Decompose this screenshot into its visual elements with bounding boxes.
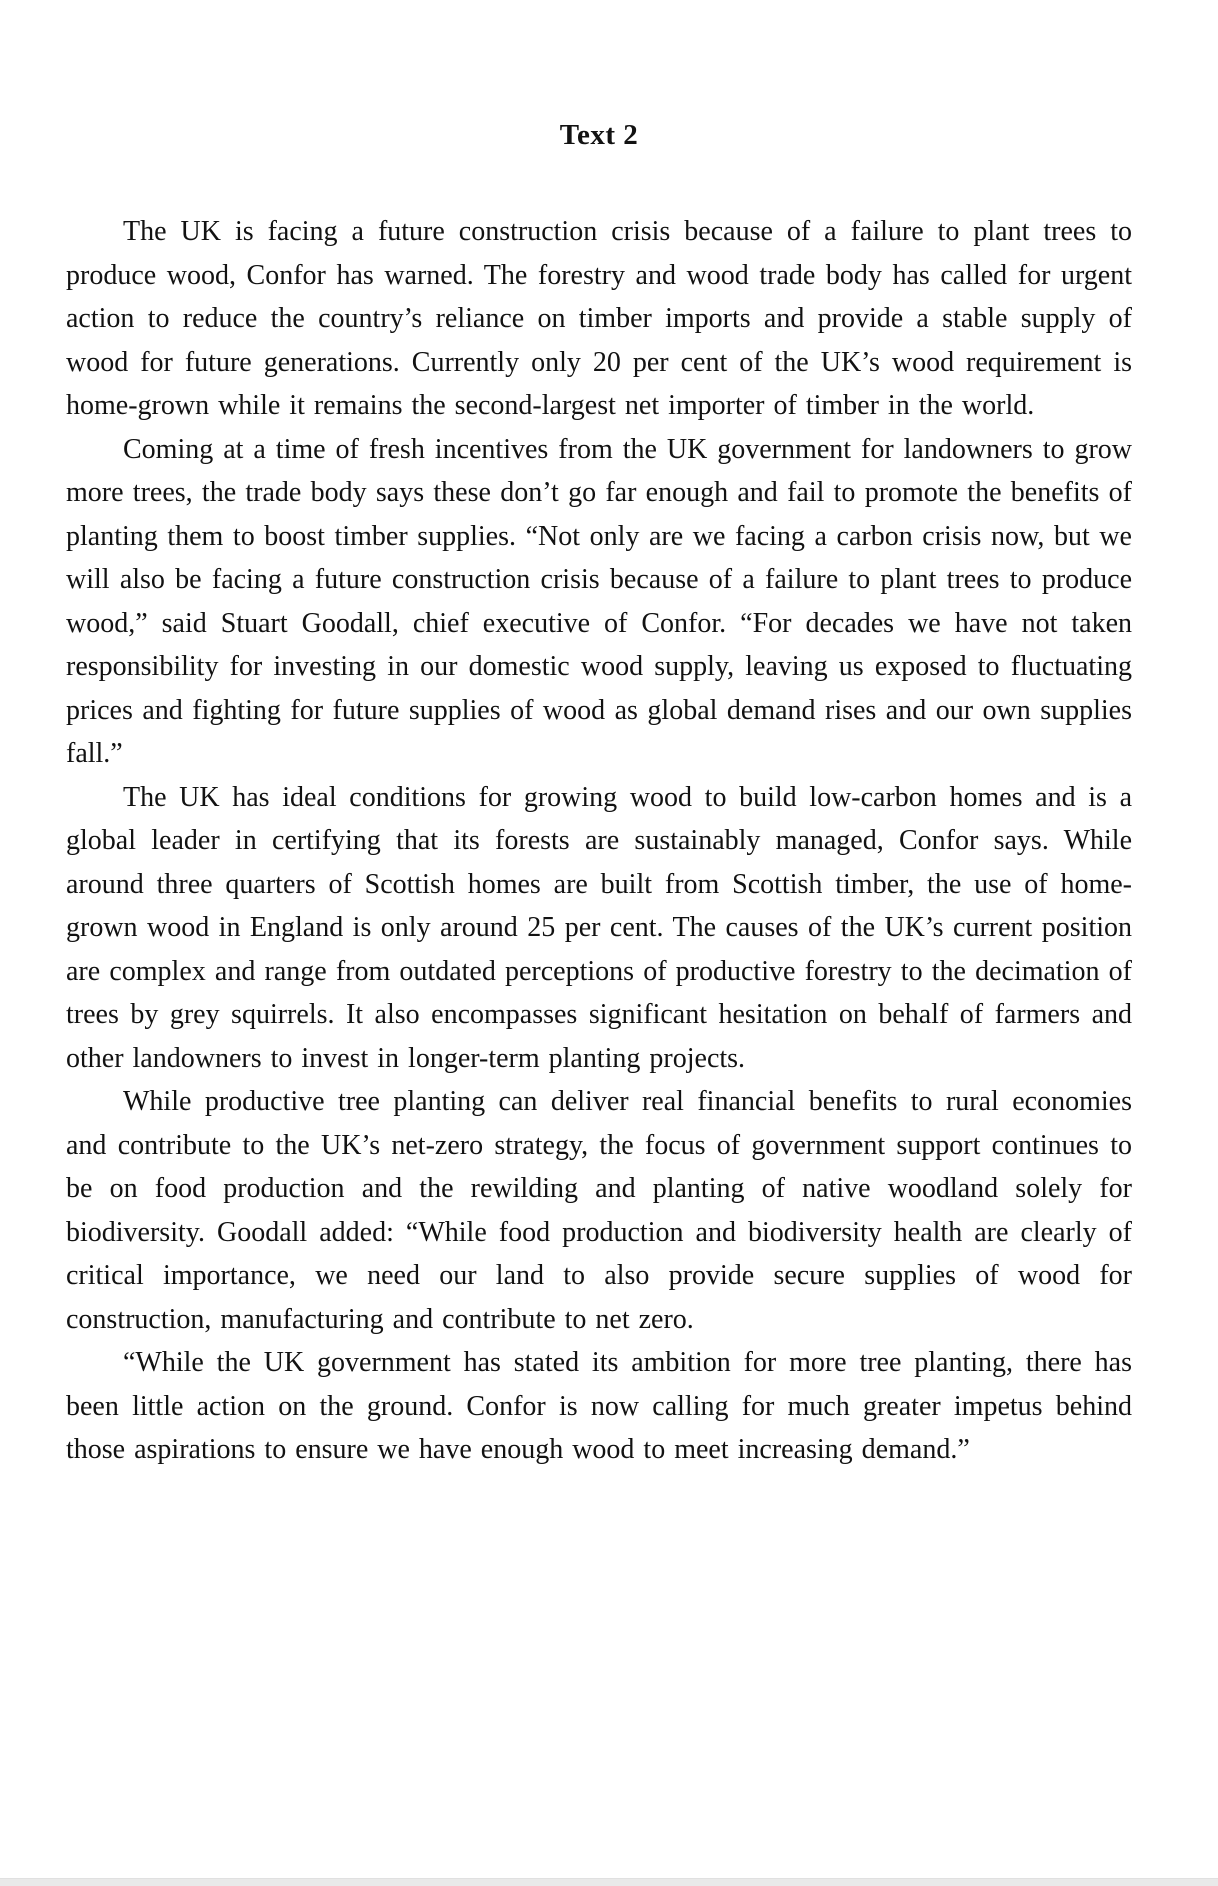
body-text <box>66 210 1132 1472</box>
document-page <box>0 118 1218 1886</box>
scan-edge-bar <box>0 1878 1218 1886</box>
paragraph-2: Coming at a time of fresh incentives from the UK government for landowners to grow more trees, the trade body says these don’t go far enough and fail to promote the benefits of planting them to boost timber supplies. “Not only are we facing a carbon crisis now, but we will also be facing a future construction crisis because of a failure to plant trees to produce wood,” said Stuart Goodall, chief executive of Confor. “For decades we have not taken responsibility for investing in our domestic wood supply, leaving us exposed to fluctuating prices and fighting for future supplies of wood as global demand rises and our own supplies fall.” <box>66 433 1132 769</box>
page-title: Text 2 <box>559 119 639 151</box>
paragraph-3: The UK has ideal conditions for growing wood to build low-carbon homes and is a global leader in certifying that its forests are sustainably managed, Confor says. While around three quarters of Scottish homes are built from Scottish timber, the use of home-grown wood in England is only around 25 per cent. The causes of the UK’s current position are complex and range from outdated perceptions of productive forestry to the decimation of trees by grey squirrels. It also encompasses significant hesitation on behalf of farmers and other landowners to invest in longer-term planting projects. <box>66 781 1132 1074</box>
paragraph-1: The UK is facing a future construction crisis because of a failure to plant trees to produce wood, Confor has warned. The forestry and wood trade body has called for urgent action to reduce the country’s reliance on timber imports and provide a stable supply of wood for future generations. Currently only 20 per cent of the UK’s wood requirement is home-grown while it remains the second-largest net importer of timber in the world. <box>66 216 1132 421</box>
paragraph-5: “While the UK government has stated its ambition for more tree planting, there has been little action on the ground. Confor is now calling for much greater impetus behind those aspirations to ensure we have enough wood to meet increasing demand.” <box>66 1347 1132 1465</box>
paragraph-4: While productive tree planting can deliver real financial benefits to rural economies and contribute to the UK’s net-zero strategy, the focus of government support continues to be on food production and the rewilding and planting of native woodland solely for biodiversity. Goodall added: “While food production and biodiversity health are clearly of critical importance, we need our land to also provide secure supplies of wood for construction, manufacturing and contribute to net zero. <box>66 1086 1132 1335</box>
